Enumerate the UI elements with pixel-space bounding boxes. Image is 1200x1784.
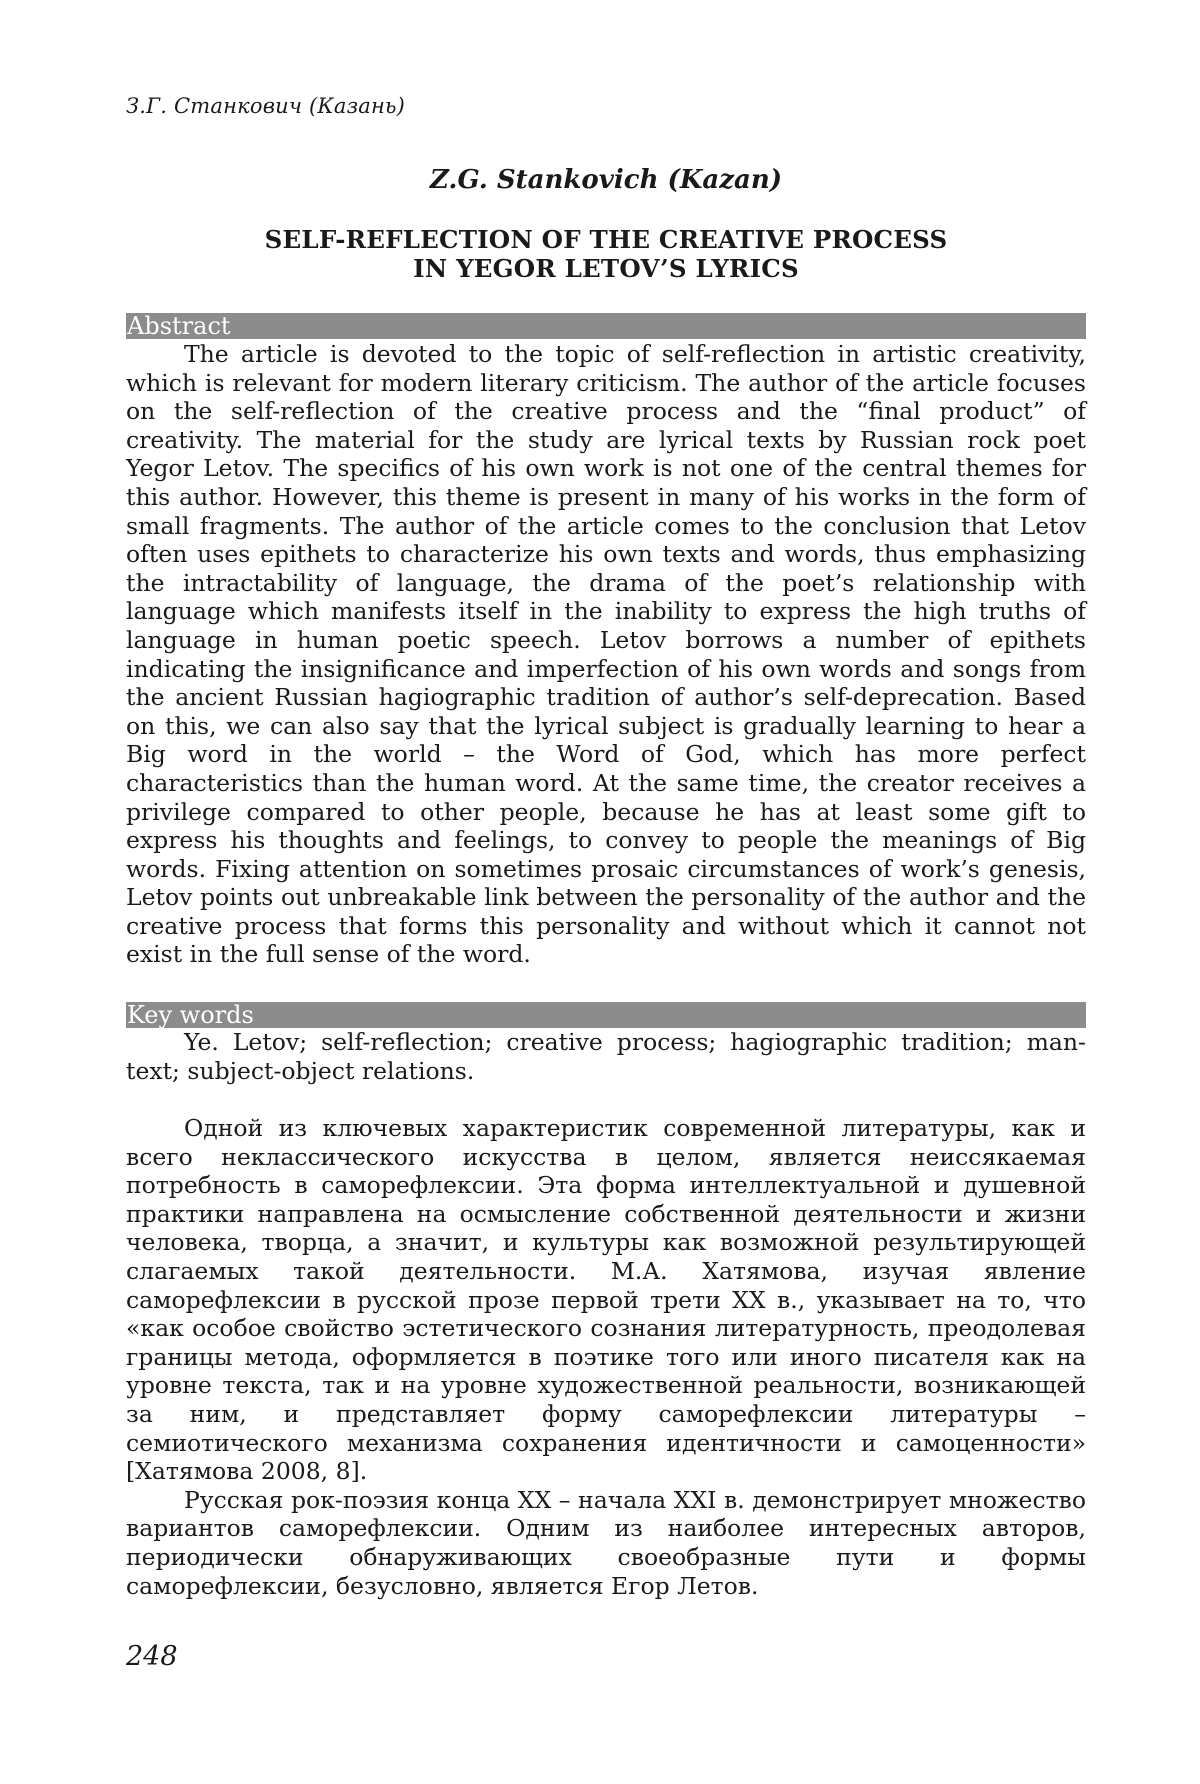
author-name: Z.G. Stankovich (Kazan) [429, 165, 783, 195]
abstract-paragraph: The article is devoted to the topic of self-reflection in artistic creativity, which is relevant for modern literary criticism. The author of the article focuses on the self-reflection of the creative process and the “final product” of creativity. The material for the study are lyrical texts by Russian rock poet Yegor Letov. The specifics of his own work is not one of the central themes for this author. However, this theme is present in many of his works in the form of small fragments. The author of the article comes to the conclusion that Letov often uses epithets to characterize his own texts and words, thus emphasizing the intractability of language, the drama of the poet’s relationship with language which manifests itself in the inability to express the high truths of language in human poetic speech. Letov borrows a number of epithets indicating the insignificance and imperfection of his own words and songs from the ancient Russian hagiographic tradition of author’s self-deprecation. Based on this, we can also say that the lyrical subject is gradually learning to hear a Big word in the world – the Word of God, which has more perfect characteristics than the human word. At the same time, the creator receives a privilege compared to other people, because he has at least some gift to express his thoughts and feelings, to convey to people the meanings of Big words. Fixing attention on sometimes prosaic circumstances of work’s genesis, Letov points out unbreakable link between the personality of the author and the creative process that forms this personality and without which it cannot not exist in the full sense of the word. [126, 340, 1086, 969]
running-header: З.Г. Станкович (Казань) [126, 94, 406, 118]
main-text [126, 1114, 1086, 1600]
keywords-body [126, 1028, 1086, 1085]
main-paragraph-2: Русская рок-поэзия конца XX – начала XXI в. демонстрирует множество вариантов саморефлексии. Одним из наиболее интересных авторов, периодически обнаруживающих своеобразные пути и формы саморефлексии, безусловно, является Егор Летов. [126, 1485, 1086, 1600]
abstract-label: Abstract [126, 313, 1086, 339]
title-line-2: IN YEGOR LETOV’S LYRICS [413, 254, 799, 283]
main-paragraph-1: Одной из ключевых характеристик современной литературы, как и всего неклассического искусства в целом, является неиссякаемая потребность в саморефлексии. Эта форма интеллектуальной и душевной практики направлена на осмысление собственной деятельности и жизни человека, творца, а значит, и культуры как возможной результирующей слагаемых такой деятельности. М.А. Хатямова, изучая явление саморефлексии в русской прозе первой трети XX в., указывает на то, что «как особое свойство эстетического сознания литературность, преодолевая границы метода, оформляется в поэтике того или иного писателя как на уровне текста, так и на уровне художественной реальности, возникающей за ним, и представляет форму саморефлексии литературы – семиотического механизма сохранения идентичности и самоценности» [Хатямова 2008, 8]. [126, 1114, 1086, 1486]
keywords-paragraph: Ye. Letov; self-reflection; creative process; hagiographic tradition; man-text; subject-object relations. [126, 1028, 1086, 1085]
abstract-body [126, 340, 1086, 969]
article-title [126, 225, 1086, 283]
page-number: 248 [126, 1641, 178, 1672]
keywords-label: Key words [126, 1002, 1086, 1028]
title-line-1: SELF-REFLECTION OF THE CREATIVE PROCESS [264, 225, 948, 254]
